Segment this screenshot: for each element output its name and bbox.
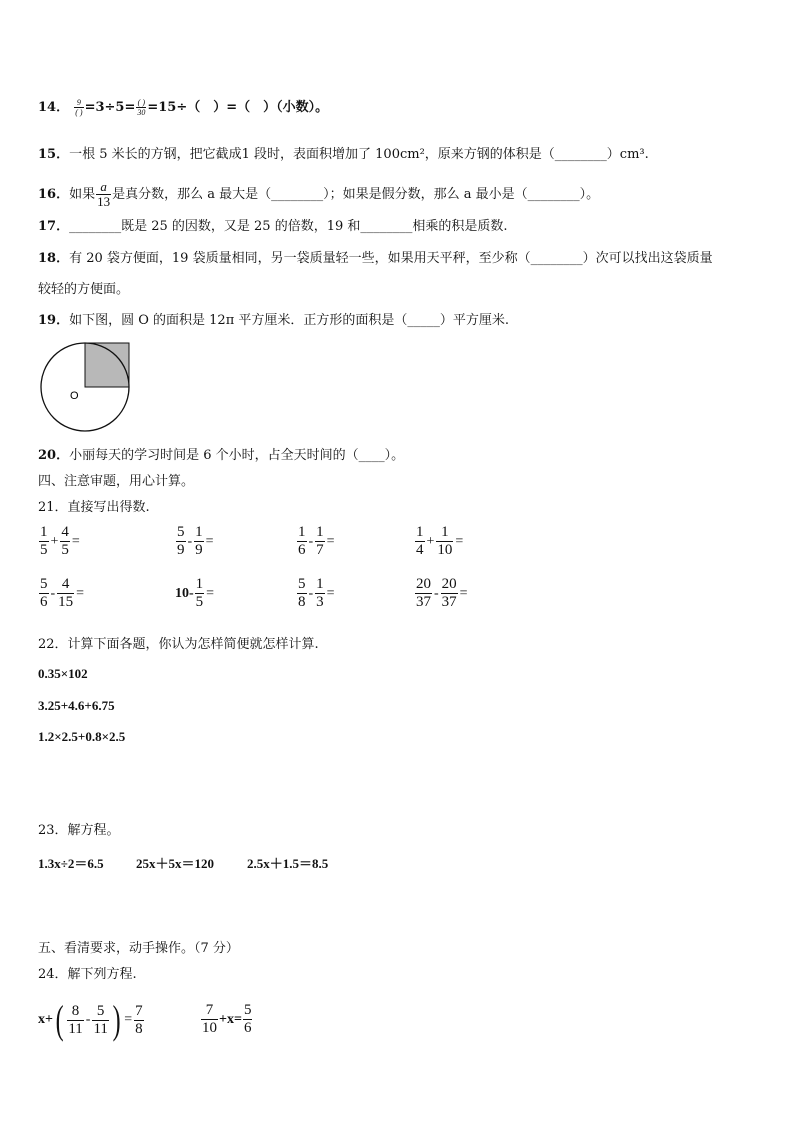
fraction: $\frac{7}{10}$ — [202, 1002, 217, 1036]
question-number: 17． — [38, 219, 70, 234]
question-text: ________既是 25 的因数，又是 25 的倍数，19 和________相乘的积是质数. — [69, 219, 508, 234]
fraction: $\frac{4}{15}$ — [58, 576, 74, 610]
question-22-title: 22．计算下面各题，你认为怎样简便就怎样计算. — [38, 637, 319, 652]
q21-item: $\frac{5}{6}$ - $\frac{4}{15}$ = — [40, 576, 85, 610]
q24-equation-2: $\frac{7}{10}$ +x= $\frac{5}{6}$ — [202, 1002, 252, 1036]
q21-item: 10- $\frac{1}{5}$ = — [175, 576, 215, 610]
fraction: $\frac{5}{11}$ — [93, 1002, 108, 1037]
equation-3: 2.5x＋1.5＝8.5 — [247, 856, 329, 871]
question-17 — [38, 218, 508, 236]
fraction: $\frac{1}{5}$ — [40, 524, 48, 558]
fraction: $\frac{5}{9}$ — [177, 524, 185, 558]
fraction: $\frac{5}{8}$ — [298, 576, 306, 610]
question-text: 如下图，圆 O 的面积是 12π 平方厘米．正方形的面积是（_____）平方厘米. — [69, 313, 509, 328]
fraction: $\frac{1}{4}$ — [416, 524, 424, 558]
fraction: $\frac{20}{37}$ — [416, 576, 431, 610]
question-20 — [38, 447, 404, 465]
section-4-heading: 四、注意审题，用心计算。 — [38, 474, 195, 489]
q21-item: $\frac{5}{8}$ - $\frac{1}{3}$ = — [298, 576, 335, 610]
question-18 — [38, 250, 713, 268]
question-14: 14． $\frac{9}{( )}$ =3÷5= $\frac{( )}{30}$ =15÷（ ）=（ ）（小数）。 — [38, 98, 329, 117]
q21-item: $\frac{1}{6}$ - $\frac{1}{7}$ = — [298, 524, 335, 558]
right-paren: ) — [112, 997, 121, 1042]
fraction: $\frac{1}{5}$ — [195, 576, 204, 610]
circle-square-figure — [38, 338, 138, 438]
question-number: 16． — [38, 187, 70, 202]
fraction: $\frac{5}{6}$ — [243, 1002, 252, 1036]
question-23-title: 23．解方程。 — [38, 823, 120, 838]
question-18-line2: 较轻的方便面。 — [38, 282, 130, 297]
question-number: 20． — [38, 448, 70, 463]
q21-item: $\frac{1}{4}$ + $\frac{1}{10}$ = — [416, 524, 464, 558]
question-number: 15． — [38, 147, 70, 162]
section-5-heading: 五、看清要求，动手操作。（7 分） — [38, 941, 239, 956]
left-paren: ( — [55, 997, 64, 1042]
question-text: 有 20 袋方便面，19 袋质量相同，另一袋质量轻一些，如果用天平秤，至少称（________）次可以找出这袋质量 — [69, 251, 713, 266]
fraction: $\frac{1}{9}$ — [195, 524, 203, 558]
fraction: $\frac{( )}{30}$ — [137, 98, 146, 117]
fraction: $\frac{5}{6}$ — [40, 576, 48, 610]
fraction: $\frac{9}{( )}$ — [75, 98, 83, 117]
question-24-title: 24．解下列方程. — [38, 967, 137, 982]
fraction: $\frac{1}{10}$ — [437, 524, 453, 558]
q24-equation-1: x+ ( $\frac{8}{11}$ - $\frac{5}{11}$ ) = $\frac{7}{8}$ — [38, 997, 143, 1042]
question-text: 小丽每天的学习时间是 6 个小时，占全天时间的（____）。 — [69, 448, 405, 463]
expression-2: 3.25+4.6+6.75 — [38, 698, 115, 713]
fraction: $\frac{1}{7}$ — [316, 524, 324, 558]
q21-item: $\frac{5}{9}$ - $\frac{1}{9}$ = — [177, 524, 214, 558]
question-number: 19． — [38, 313, 70, 328]
question-15 — [38, 146, 649, 164]
fraction: $\frac{8}{11}$ — [68, 1002, 83, 1037]
center-label: O — [70, 390, 79, 402]
fraction: $\frac{20}{37}$ — [441, 576, 457, 610]
fraction: $\frac{a}{13}$ — [97, 179, 111, 209]
q21-item: $\frac{20}{37}$ - $\frac{20}{37}$ = — [416, 576, 468, 610]
question-number: 18． — [38, 251, 70, 266]
question-text: 一根 5 米长的方钢，把它截成1 段时，表面积增加了 100cm²，原来方钢的体积是（________）cm³. — [69, 147, 649, 162]
expression-1: 0.35×102 — [38, 666, 88, 681]
question-21-title: 21．直接写出得数. — [38, 500, 150, 515]
fraction: $\frac{4}{5}$ — [61, 524, 69, 558]
question-number: 14． — [38, 100, 70, 115]
question-16: 16．如果 $\frac{a}{13}$ 是真分数，那么 a 最大是（________）；如果是假分数，那么 a 最小是（________）。 — [38, 179, 600, 209]
question-19 — [38, 312, 509, 330]
equation-1: 1.3x÷2＝6.5 — [38, 856, 104, 871]
fraction: $\frac{1}{3}$ — [316, 576, 324, 610]
equation-2: 25x＋5x＝120 — [136, 856, 215, 871]
fraction: $\frac{7}{8}$ — [135, 1002, 143, 1037]
expression-3: 1.2×2.5+0.8×2.5 — [38, 729, 126, 744]
q21-item: $\frac{1}{5}$ + $\frac{4}{5}$ = — [40, 524, 80, 558]
fraction: $\frac{1}{6}$ — [298, 524, 306, 558]
